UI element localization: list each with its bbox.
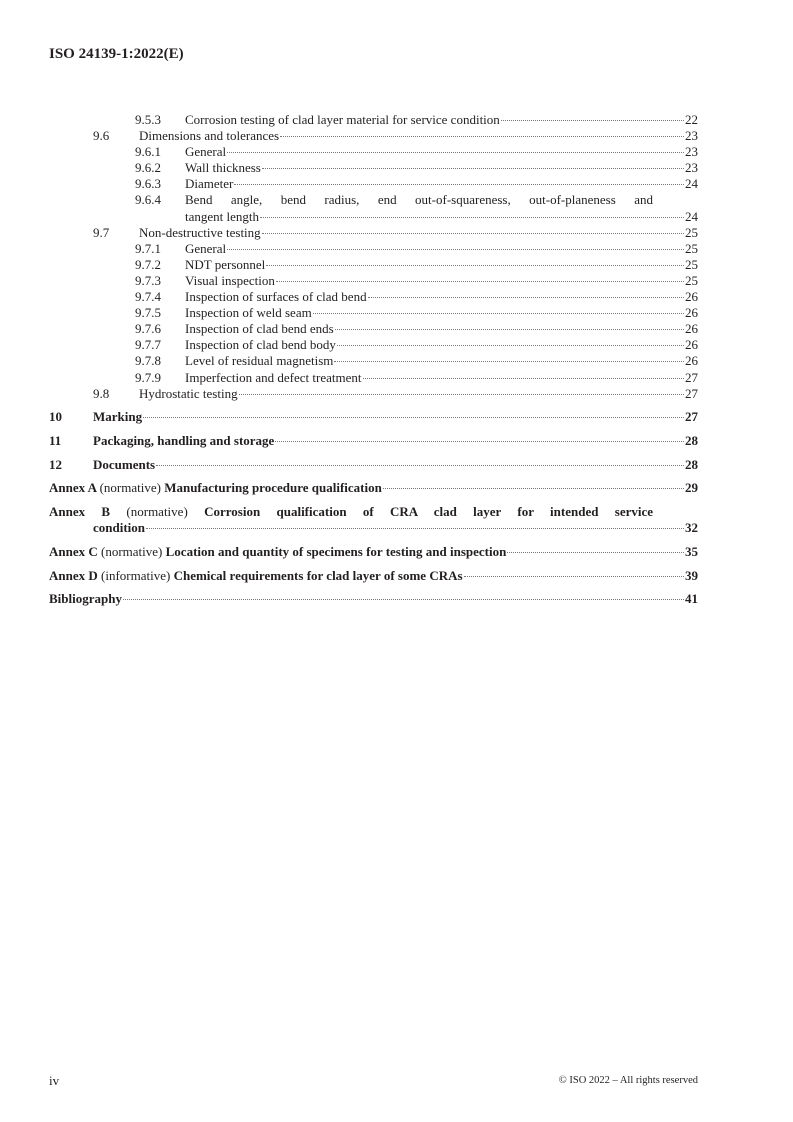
dot-leader [262, 168, 684, 169]
toc-entry-title [139, 128, 279, 144]
annex-label: Annex A [49, 480, 97, 496]
toc-entry[interactable] [49, 480, 698, 496]
dot-leader [227, 152, 684, 153]
toc-entry[interactable] [49, 144, 698, 160]
toc-entry-title-text: Manufacturing procedure qualification [164, 480, 382, 496]
toc-entry[interactable] [49, 160, 698, 176]
toc-entry-title [185, 144, 226, 160]
toc-entry-title-continued: condition [93, 520, 146, 536]
toc-entry[interactable] [49, 225, 698, 241]
toc-entry-page[interactable]: 26 [685, 289, 698, 305]
toc-entry-title [185, 370, 362, 386]
toc-entry-title [185, 192, 698, 208]
toc-entry-title-text: Inspection of clad bend ends [185, 321, 334, 337]
toc-entry[interactable] [49, 457, 698, 473]
dot-leader [507, 552, 684, 553]
toc-entry-title [49, 544, 506, 560]
toc-entry-title-text: General [185, 144, 227, 160]
toc-entry-page[interactable]: 27 [685, 369, 698, 385]
toc-entry-number: 9.7.3 [135, 272, 161, 288]
toc-entry-number: 9.8 [93, 385, 110, 401]
toc-entry[interactable] [49, 591, 698, 607]
toc-entry-page[interactable]: 26 [685, 321, 698, 337]
toc-entry-title [185, 353, 333, 369]
toc-entry-number: 9.7.8 [135, 353, 161, 369]
toc-entry-page[interactable]: 25 [685, 256, 698, 272]
toc-entry-page[interactable]: 41 [685, 591, 698, 607]
toc-entry-number: 9.7.5 [135, 305, 161, 321]
table-of-contents [49, 112, 698, 607]
annex-kind: (normative) [99, 480, 161, 496]
toc-entry-page[interactable]: 35 [685, 543, 698, 559]
toc-entry-page[interactable]: 27 [685, 409, 698, 425]
toc-entry-title-text: Inspection of clad bend body [185, 337, 336, 353]
annex-label: Annex B [49, 504, 111, 520]
dot-leader [368, 297, 684, 298]
dot-leader [260, 217, 684, 218]
toc-entry-title [185, 305, 312, 321]
toc-entry-title-text: NDT personnel [185, 256, 266, 272]
dot-leader [123, 599, 684, 600]
annex-kind: (normative) [126, 504, 188, 520]
toc-entry-number: 9.6.4 [135, 192, 161, 208]
dot-leader [143, 417, 684, 418]
dot-leader [335, 329, 684, 330]
toc-entry[interactable] [49, 370, 698, 386]
annex-kind: (informative) [101, 567, 171, 583]
annex-label: Annex D [49, 567, 98, 583]
toc-entry-number: 10 [49, 409, 62, 425]
toc-entry-page[interactable]: 28 [685, 456, 698, 472]
toc-entry-title [185, 241, 226, 257]
toc-entry-title [139, 386, 238, 402]
toc-entry-title-text: Visual inspection [185, 272, 275, 288]
toc-entry-page[interactable]: 23 [685, 160, 698, 176]
toc-entry[interactable] [49, 241, 698, 257]
toc-entry-title [139, 225, 261, 241]
toc-entry-page[interactable]: 24 [685, 208, 698, 224]
toc-entry-title-text: General [185, 240, 227, 256]
toc-entry-title-text: Corrosion qualification of CRA clad layer for intended service [204, 504, 654, 520]
toc-entry-title [49, 568, 463, 584]
toc-entry-title [185, 337, 336, 353]
dot-leader [146, 528, 684, 529]
toc-entry-title [185, 321, 334, 337]
toc-entry-title-text: Location and quantity of specimens for testing and inspection [165, 543, 507, 559]
dot-leader [266, 265, 684, 266]
toc-entry-line [49, 504, 698, 520]
toc-entry-title-text: Inspection of weld seam [185, 305, 312, 321]
toc-entry-page[interactable]: 25 [685, 240, 698, 256]
toc-entry-title-text: Documents [93, 456, 156, 472]
toc-entry-title [49, 480, 382, 496]
toc-entry[interactable] [49, 192, 698, 224]
toc-entry[interactable] [49, 433, 698, 449]
toc-entry[interactable] [49, 305, 698, 321]
toc-entry-title-text: Bend angle, bend radius, end out-of-squareness, out-of-planeness and [185, 192, 653, 208]
copyright-notice: © ISO 2022 – All rights reserved [558, 1075, 698, 1086]
toc-entry-page[interactable]: 23 [685, 144, 698, 160]
toc-entry-page[interactable]: 32 [685, 520, 698, 536]
toc-entry-line [49, 192, 698, 208]
toc-entry-page[interactable]: 39 [685, 567, 698, 583]
dot-leader [275, 441, 684, 442]
toc-entry-title [185, 273, 275, 289]
dot-leader [337, 345, 684, 346]
toc-entry-title-text: Bibliography [49, 591, 122, 607]
toc-entry[interactable] [49, 504, 698, 536]
toc-entry-title [185, 257, 265, 273]
toc-entry-page[interactable]: 26 [685, 353, 698, 369]
toc-entry-title-text: Non-destructive testing [139, 224, 261, 240]
toc-entry[interactable] [49, 257, 698, 273]
toc-entry[interactable] [49, 386, 698, 402]
toc-entry-number: 9.7.7 [135, 337, 161, 353]
dot-leader [501, 120, 684, 121]
toc-entry-number: 9.7.1 [135, 240, 161, 256]
toc-entry-number: 9.7.4 [135, 289, 161, 305]
toc-entry-title-text: Hydrostatic testing [139, 385, 238, 401]
toc-entry-title [49, 504, 698, 520]
toc-entry[interactable] [49, 544, 698, 560]
dot-leader [156, 465, 684, 466]
toc-entry[interactable] [49, 176, 698, 192]
toc-entry[interactable] [49, 128, 698, 144]
toc-entry-page[interactable]: 25 [685, 272, 698, 288]
toc-entry-number: 9.6 [93, 128, 110, 144]
toc-entry-title [49, 591, 122, 607]
dot-leader [363, 378, 685, 379]
toc-entry-title-continued: tangent length [185, 208, 260, 224]
toc-entry-title [93, 409, 142, 425]
dot-leader [227, 249, 684, 250]
dot-leader [262, 233, 684, 234]
toc-entry-title-text: Dimensions and tolerances [139, 128, 280, 144]
toc-entry-title [93, 433, 274, 449]
dot-leader [276, 281, 684, 282]
toc-entry-title-text: Level of residual magnetism [185, 353, 334, 369]
toc-entry-line [49, 520, 698, 536]
toc-entry[interactable] [49, 568, 698, 584]
annex-kind: (normative) [101, 543, 163, 559]
toc-entry-title-text: Chemical requirements for clad layer of some CRAs [173, 567, 463, 583]
toc-entry-title [185, 289, 367, 305]
toc-entry-title-text: Corrosion testing of clad layer material for service condition [185, 112, 500, 127]
annex-label: Annex C [49, 543, 98, 559]
dot-leader [334, 361, 684, 362]
toc-entry[interactable] [49, 273, 698, 289]
dot-leader [313, 313, 684, 314]
toc-entry-number: 9.5.3 [135, 112, 161, 127]
toc-entry-title-text: Diameter [185, 176, 234, 192]
toc-entry-number: 9.6.2 [135, 160, 161, 176]
toc-entry-number: 9.7.2 [135, 256, 161, 272]
toc-entry-title-text: Inspection of surfaces of clad bend [185, 289, 367, 305]
toc-entry[interactable] [49, 321, 698, 337]
dot-leader [280, 136, 684, 137]
toc-entry-line [49, 209, 698, 225]
toc-entry-page[interactable]: 29 [685, 480, 698, 496]
toc-entry-page[interactable]: 22 [685, 112, 698, 127]
toc-entry[interactable] [49, 112, 698, 128]
toc-entry-title-text: Wall thickness [185, 160, 261, 176]
toc-entry-number: 11 [49, 432, 62, 448]
toc-entry-number: 9.6.3 [135, 176, 161, 192]
toc-entry[interactable] [49, 289, 698, 305]
page-number: iv [49, 1073, 60, 1088]
toc-entry-page[interactable]: 26 [685, 337, 698, 353]
dot-leader [234, 184, 684, 185]
toc-entry-title [185, 176, 233, 192]
dot-leader [464, 576, 684, 577]
toc-entry[interactable] [49, 337, 698, 353]
toc-entry-page[interactable]: 28 [685, 432, 698, 448]
toc-entry-page[interactable]: 25 [685, 224, 698, 240]
toc-entry-page[interactable]: 23 [685, 128, 698, 144]
toc-entry-number: 9.6.1 [135, 144, 161, 160]
toc-entry[interactable] [49, 409, 698, 425]
toc-entry-number: 12 [49, 456, 62, 472]
toc-entry-title [185, 160, 261, 176]
toc-entry-number: 9.7.6 [135, 321, 161, 337]
toc-entry[interactable] [49, 353, 698, 369]
toc-entry-title [185, 112, 500, 128]
toc-entry-title-text: Marking [93, 409, 143, 425]
toc-entry-title-text: Imperfection and defect treatment [185, 369, 362, 385]
dot-leader [239, 394, 684, 395]
dot-leader [383, 488, 684, 489]
toc-entry-title [93, 457, 155, 473]
toc-entry-page[interactable]: 24 [685, 176, 698, 192]
toc-entry-page[interactable]: 27 [685, 385, 698, 401]
toc-entry-number: 9.7.9 [135, 369, 161, 385]
toc-entry-page[interactable]: 26 [685, 305, 698, 321]
toc-entry-number: 9.7 [93, 224, 110, 240]
toc-entry-title-text: Packaging, handling and storage [93, 432, 275, 448]
document-header: ISO 24139-1:2022(E) [49, 46, 184, 62]
